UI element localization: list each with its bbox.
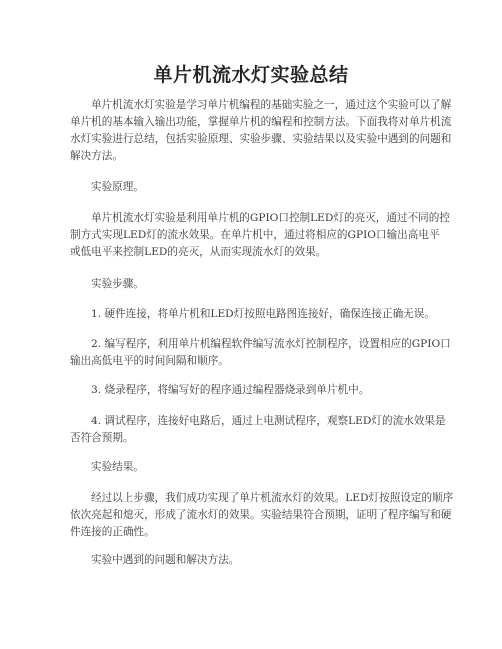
text-line: 否符合预期。 xyxy=(70,432,134,444)
text-line: 件连接的正确性。 xyxy=(70,526,155,538)
text-line: 实验步骤。 xyxy=(91,278,144,290)
text-line: 经过以上步骤，我们成功实现了单片机流水灯的效果。LED灯按照设定的顺序 xyxy=(91,492,454,504)
text-line: 单片机流水灯实验是学习单片机编程的基础实验之一，通过这个实验可以了解 xyxy=(91,99,452,111)
text-line: 输出高低电平的时间间隔和顺序。 xyxy=(70,355,229,367)
section-heading-principle xyxy=(70,179,440,196)
text-line: 实验结果。 xyxy=(91,461,144,473)
paragraph-results xyxy=(70,490,454,541)
paragraph-principle xyxy=(70,210,450,261)
document-title: 单片机流水灯实验总结 xyxy=(153,64,349,86)
section-heading-results xyxy=(70,459,440,476)
text-line: 3. 烧录程序，将编写好的程序通过编程器烧录到单片机中。 xyxy=(91,384,370,396)
section-heading-problems xyxy=(70,552,440,569)
text-line: 解决方法。 xyxy=(70,150,123,162)
text-line: 单片机的基本输入输出功能，掌握单片机的编程和控制方法。下面我将对单片机流 xyxy=(70,116,452,128)
text-line: 制方式实现LED灯的流水效果。在单片机中，通过将相应的GPIO口输出高电平 xyxy=(70,229,440,241)
text-line: 水灯实验进行总结，包括实验原理、实验步骤、实验结果以及实验中遇到的问题和 xyxy=(70,133,452,145)
text-line: 1. 硬件连接，将单片机和LED灯按照电路图连接好，确保连接正确无误。 xyxy=(91,308,435,320)
text-line: 或低电平来控制LED的亮灭，从而实现流水灯的效果。 xyxy=(70,246,327,258)
step-3 xyxy=(70,382,440,399)
text-line: 依次亮起和熄灭，形成了流水灯的效果。实验结果符合预期，证明了程序编写和硬 xyxy=(70,509,452,521)
text-line: 4. 调试程序，连接好电路后，通过上电测试程序，观察LED灯的流水效果是 xyxy=(91,415,446,427)
text-line: 实验原理。 xyxy=(91,181,144,193)
step-4 xyxy=(70,413,446,447)
step-1 xyxy=(70,306,440,323)
text-line: 2. 编写程序，利用单片机编程软件编写流水灯控制程序，设置相应的GPIO口 xyxy=(91,338,451,350)
text-line: 实验中遇到的问题和解决方法。 xyxy=(91,554,240,566)
text-line: 单片机流水灯实验是利用单片机的GPIO口控制LED灯的亮灭，通过不同的控 xyxy=(91,212,450,224)
section-heading-steps xyxy=(70,276,440,293)
paragraph-intro xyxy=(70,97,452,165)
step-2 xyxy=(70,336,451,370)
